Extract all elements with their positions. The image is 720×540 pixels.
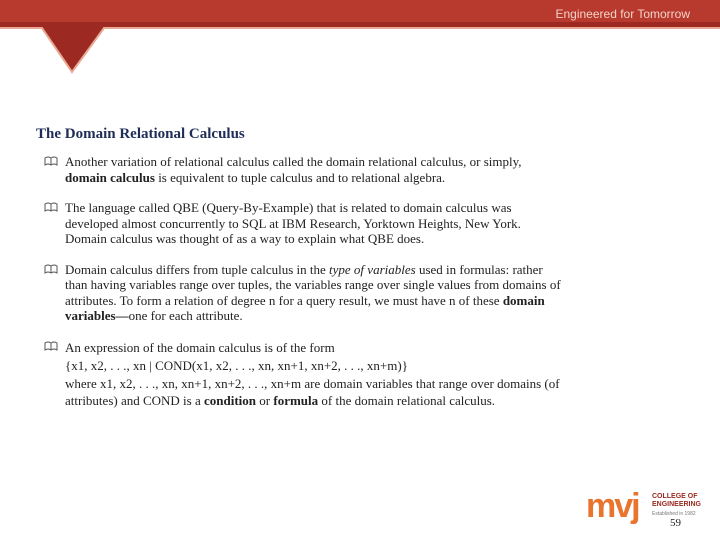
logo-mark: mvj bbox=[586, 487, 639, 525]
text-run: variables bbox=[65, 308, 116, 323]
bullet-line bbox=[65, 339, 684, 357]
text-run: The language called QBE (Query-By-Example) that is related to domain calculus was bbox=[65, 200, 512, 215]
bullet-item bbox=[44, 200, 684, 247]
text-run: An expression of the domain calculus is of the form bbox=[65, 339, 335, 355]
bullet-line bbox=[65, 200, 684, 216]
bullet-line bbox=[65, 154, 684, 170]
text-run: Another variation of relational calculus called the domain relational calculus, or simply, bbox=[65, 154, 522, 169]
text-run: domain calculus bbox=[65, 169, 155, 185]
text-run: attributes) and COND is a bbox=[65, 392, 205, 408]
bullet-item bbox=[44, 339, 684, 409]
bullet-line bbox=[65, 375, 684, 393]
bullet-line bbox=[65, 231, 684, 247]
text-run: condition bbox=[204, 392, 257, 408]
text-run: formula bbox=[273, 392, 319, 408]
book-icon bbox=[44, 341, 58, 351]
logo-established: Established in 1982 bbox=[652, 511, 696, 517]
bullet-line bbox=[65, 393, 684, 409]
text-run: used in formulas: rather bbox=[415, 261, 543, 277]
text-run: Domain calculus differs from tuple calculus in the bbox=[65, 261, 330, 277]
page-number: 59 bbox=[670, 517, 681, 529]
bullet-line bbox=[65, 277, 684, 293]
bullet-line bbox=[65, 293, 684, 309]
header-tagline: Engineered for Tomorrow bbox=[555, 7, 690, 21]
bullet-line bbox=[65, 170, 684, 186]
slide-title: The Domain Relational Calculus bbox=[36, 126, 245, 142]
bullet-item bbox=[44, 262, 684, 324]
bullet-line bbox=[65, 262, 684, 278]
text-run: Domain calculus was thought of as a way to explain what QBE does. bbox=[65, 231, 425, 246]
book-icon bbox=[44, 202, 58, 212]
text-run: type of variables bbox=[329, 261, 416, 277]
text-run: of the domain relational calculus. bbox=[318, 392, 496, 408]
book-icon bbox=[44, 264, 58, 274]
text-run: or bbox=[256, 392, 274, 408]
bullet-line bbox=[65, 216, 684, 232]
text-run: domain bbox=[502, 292, 545, 308]
bullet-item bbox=[44, 154, 684, 185]
logo-line2: ENGINEERING bbox=[652, 501, 702, 508]
logo-line1: COLLEGE OF bbox=[652, 493, 698, 500]
bullet-line bbox=[65, 308, 684, 324]
text-run: where x1, x2, . . ., xn, xn+1, xn+2, . . ., xn+m are domain variables that range over domains (of bbox=[65, 375, 560, 391]
text-run: is equivalent to tuple calculus and to relational algebra. bbox=[154, 169, 446, 185]
college-logo bbox=[586, 488, 706, 532]
text-run: {x1, x2, . . ., xn | COND(x1, x2, . . ., xn, xn+1, xn+2, . . ., xn+m)} bbox=[65, 357, 408, 373]
bullet-list bbox=[44, 154, 684, 423]
text-run: — bbox=[115, 308, 129, 323]
text-run: one for each attribute. bbox=[128, 308, 243, 323]
text-run: developed almost concurrently to SQL at IBM Research, Yorktown Heights, New York. bbox=[65, 215, 521, 231]
text-run: attributes. To form a relation of degree n for a query result, we must have n of these bbox=[65, 292, 503, 308]
logo-text bbox=[652, 493, 701, 509]
text-run: than having variables range over tuples, the variables range over single values from domains of bbox=[65, 277, 561, 292]
bullet-line bbox=[65, 357, 684, 375]
book-icon bbox=[44, 156, 58, 166]
